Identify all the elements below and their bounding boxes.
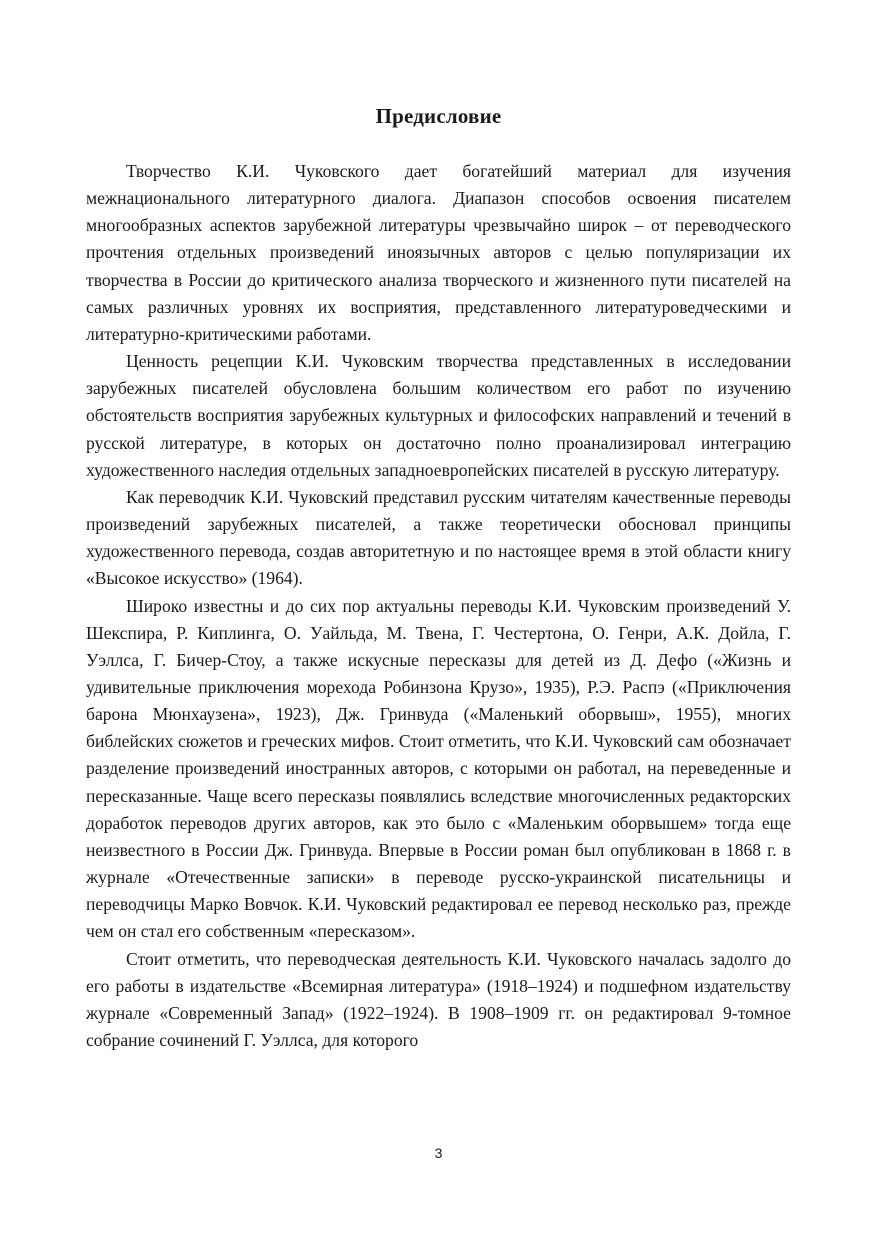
body-text [86, 158, 791, 1054]
document-page [86, 0, 791, 1240]
page-number: 3 [434, 1145, 443, 1161]
paragraph-5: Стоит отметить, что переводческая деятельность К.И. Чуковского началась задолго до его работы в издательстве «Всемирная литература» (1918–1924) и подшефном издательству журнале «Современный Запад» (1922–1924). В 1908–1909 гг. он редактировал 9-томное собрание сочинений Г. Уэллса, для которого [86, 948, 791, 1050]
paragraph-4: Широко известны и до сих пор актуальны переводы К.И. Чуковским произведений У. Шекспира, Р. Киплинга, О. Уайльда, М. Твена, Г. Честертона, О. Генри, А.К. Дойла, Г. Уэллса, Г. Бичер-Стоу, а также искусные пересказы для детей из Д. Дефо («Жизнь и удивительные приключения морехода Робинзона Крузо», 1935), Р.Э. Распэ («Приключения барона Мюнхаузена», 1923), Дж. Гринвуда («Маленький оборвыш», 1955), многих библейских сюжетов и греческих мифов. Стоит отметить, что К.И. Чуковский сам обозначает разделение произведений иностранных авторов, с которыми он работал, на переведенные и пересказанные. Чаще всего пересказы появлялись вследствие многочисленных редакторских доработок переводов других авторов, как это было с «Маленьким оборвышем» тогда еще неизвестного в России Дж. Гринвуда. Впервые в России роман был опубликован в 1868 г. в журнале «Отечественные записки» в переводе русско-украинской писательницы и переводчицы Марко Вовчок. К.И. Чуковский редактировал ее перевод несколько раз, прежде чем он стал его собственным «пересказом». [86, 595, 791, 942]
paragraph-1: Творчество К.И. Чуковского дает богатейший материал для изучения межнационального литературного диалога. Диапазон способов освоения писателем многообразных аспектов зарубежной литературы чрезвычайно широк – от переводческого прочтения отдельных произведений иноязычных авторов с целью популяризации их творчества в России до критического анализа творческого и жизненного пути писателей на самых различных уровнях их восприятия, представленного литературоведческими и литературно-критическими работами. [86, 161, 791, 344]
page-title: Предисловие [375, 104, 502, 128]
paragraph-2: Ценность рецепции К.И. Чуковским творчества представленных в исследовании зарубежных писателей обусловлена большим количеством его работ по изучению обстоятельств восприятия зарубежных культурных и философских направлений и течений в русской литературе, в которых он достаточно полно проанализировал интеграцию художественного наследия отдельных западноевропейских писателей в русскую литературу. [86, 351, 791, 480]
paragraph-3: Как переводчик К.И. Чуковский представил русским читателям качественные переводы произведений зарубежных писателей, а также теоретически обосновал принципы художественного перевода, создав авторитетную и по настоящее время в этой области книгу «Высокое искусство» (1964). [86, 486, 791, 589]
